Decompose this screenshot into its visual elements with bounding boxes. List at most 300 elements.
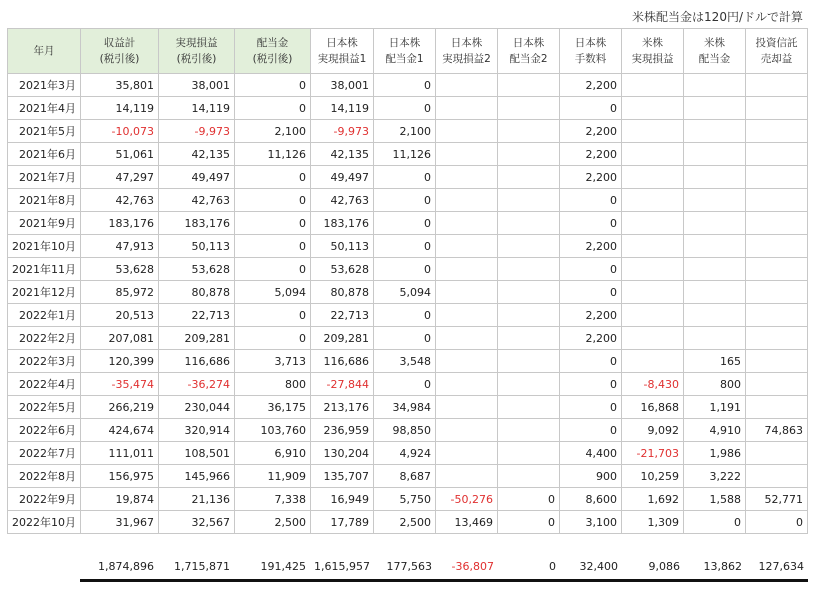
value-cell: 6,910 [235,442,311,465]
value-cell: 0 [560,373,622,396]
value-cell: 800 [684,373,746,396]
value-cell: 3,100 [560,511,622,534]
value-cell: 266,219 [81,396,159,419]
value-cell [622,235,684,258]
value-cell [684,258,746,281]
column-header-line1: 米株 [704,37,725,49]
value-cell: 183,176 [159,212,235,235]
value-cell [436,350,498,373]
value-cell: 11,126 [374,143,436,166]
month-cell: 2022年10月 [8,511,81,534]
value-cell: 42,763 [81,189,159,212]
value-cell [436,258,498,281]
column-header [8,29,81,74]
value-cell [684,143,746,166]
value-cell: 0 [374,189,436,212]
column-header [436,29,498,74]
total-cell: 32,400 [579,559,618,573]
column-header-line2: 手数料 [574,53,607,65]
value-cell: 14,119 [311,97,374,120]
value-cell: 8,600 [560,488,622,511]
month-cell: 2021年11月 [8,258,81,281]
value-cell [622,74,684,97]
value-cell [436,396,498,419]
table-row [8,511,808,534]
total-cell: -36,807 [451,559,494,573]
value-cell: -10,073 [81,120,159,143]
value-cell: 207,081 [81,327,159,350]
value-cell [746,327,808,350]
value-cell [684,189,746,212]
column-header-line1: 収益計 [103,37,136,49]
month-cell: 2021年8月 [8,189,81,212]
value-cell: 0 [560,419,622,442]
month-cell: 2021年7月 [8,166,81,189]
value-cell: 14,119 [159,97,235,120]
value-cell: 0 [560,396,622,419]
value-cell [436,235,498,258]
value-cell [498,465,560,488]
table-row [8,189,808,212]
value-cell: 0 [235,258,311,281]
value-cell [498,442,560,465]
value-cell: 16,949 [311,488,374,511]
table-row [8,488,808,511]
value-cell: 38,001 [311,74,374,97]
value-cell [498,235,560,258]
value-cell [746,465,808,488]
column-header-line1: 日本株 [450,37,483,49]
value-cell: -36,274 [159,373,235,396]
value-cell [684,212,746,235]
value-cell [436,120,498,143]
value-cell: 11,126 [235,143,311,166]
value-cell [436,166,498,189]
month-cell: 2021年3月 [8,74,81,97]
value-cell: -9,973 [311,120,374,143]
value-cell [622,97,684,120]
table-row [8,281,808,304]
month-cell: 2022年3月 [8,350,81,373]
table-row [8,396,808,419]
value-cell: 0 [684,511,746,534]
value-cell: 108,501 [159,442,235,465]
value-cell [498,281,560,304]
value-cell: 13,469 [436,511,498,534]
column-header-line2: 配当金2 [509,53,548,65]
value-cell [684,235,746,258]
table-header-row [8,29,808,74]
value-cell: 8,687 [374,465,436,488]
value-cell [436,327,498,350]
value-cell: 80,878 [311,281,374,304]
value-cell: 49,497 [159,166,235,189]
value-cell [746,235,808,258]
value-cell [746,166,808,189]
month-cell: 2022年1月 [8,304,81,327]
value-cell: 3,548 [374,350,436,373]
value-cell: 209,281 [159,327,235,350]
value-cell [498,304,560,327]
totals-underline [80,579,808,582]
value-cell: 0 [560,258,622,281]
month-cell: 2021年9月 [8,212,81,235]
value-cell [746,350,808,373]
value-cell: 5,094 [374,281,436,304]
table-row [8,350,808,373]
value-cell [436,143,498,166]
value-cell [684,327,746,350]
value-cell: 53,628 [81,258,159,281]
value-cell: 35,801 [81,74,159,97]
value-cell: 0 [235,235,311,258]
value-cell: 9,092 [622,419,684,442]
totals-table [7,556,808,576]
value-cell: 135,707 [311,465,374,488]
value-cell: 22,713 [311,304,374,327]
column-header-line2: 配当金1 [385,53,424,65]
value-cell: -35,474 [81,373,159,396]
value-cell: 53,628 [159,258,235,281]
value-cell [622,120,684,143]
value-cell: 130,204 [311,442,374,465]
value-cell: 22,713 [159,304,235,327]
value-cell: 103,760 [235,419,311,442]
month-cell: 2022年5月 [8,396,81,419]
value-cell [436,189,498,212]
total-cell: 1,874,896 [98,559,154,573]
value-cell [436,304,498,327]
value-cell [436,212,498,235]
value-cell: 145,966 [159,465,235,488]
value-cell: 0 [235,189,311,212]
value-cell: 0 [374,373,436,396]
value-cell: 51,061 [81,143,159,166]
column-header [311,29,374,74]
value-cell: 236,959 [311,419,374,442]
value-cell: 0 [235,212,311,235]
value-cell: 31,967 [81,511,159,534]
value-cell: 2,200 [560,327,622,350]
value-cell: 98,850 [374,419,436,442]
value-cell: 42,135 [159,143,235,166]
value-cell: 156,975 [81,465,159,488]
value-cell: 14,119 [81,97,159,120]
value-cell: 1,588 [684,488,746,511]
value-cell [746,212,808,235]
value-cell [498,258,560,281]
table-row [8,442,808,465]
column-header-line1: 日本株 [512,37,545,49]
value-cell: 2,200 [560,120,622,143]
value-cell [498,97,560,120]
total-cell: 9,086 [648,559,680,573]
value-cell [746,189,808,212]
value-cell [746,396,808,419]
value-cell: 4,924 [374,442,436,465]
value-cell [436,442,498,465]
value-cell [498,396,560,419]
value-cell: 4,910 [684,419,746,442]
month-cell: 2021年4月 [8,97,81,120]
value-cell: 209,281 [311,327,374,350]
table-row [8,465,808,488]
value-cell: 36,175 [235,396,311,419]
value-cell: 1,986 [684,442,746,465]
value-cell [622,304,684,327]
value-cell: 52,771 [746,488,808,511]
table-row [8,235,808,258]
value-cell: -8,430 [622,373,684,396]
earnings-table [7,28,808,534]
column-header [159,29,235,74]
column-header-line2: (税引後) [99,53,140,65]
value-cell [684,304,746,327]
column-header-line1: 日本株 [574,37,607,49]
value-cell [746,258,808,281]
value-cell: -21,703 [622,442,684,465]
value-cell [498,327,560,350]
value-cell: 47,913 [81,235,159,258]
value-cell [498,373,560,396]
value-cell [622,281,684,304]
value-cell: 0 [560,189,622,212]
column-header [622,29,684,74]
value-cell: 42,763 [159,189,235,212]
total-cell: 127,634 [758,559,804,573]
value-cell: 0 [374,97,436,120]
value-cell: 20,513 [81,304,159,327]
column-header-line1: 投資信託 [755,37,798,49]
value-cell: 50,113 [311,235,374,258]
value-cell: 0 [560,97,622,120]
value-cell: 0 [235,327,311,350]
value-cell: 1,692 [622,488,684,511]
table-row [8,97,808,120]
value-cell [436,419,498,442]
value-cell: 5,750 [374,488,436,511]
value-cell [498,212,560,235]
value-cell: 0 [498,511,560,534]
value-cell: 0 [374,212,436,235]
column-header-line1: 日本株 [388,37,421,49]
value-cell: 19,874 [81,488,159,511]
value-cell [436,373,498,396]
column-header [560,29,622,74]
table-row [8,258,808,281]
total-cell: 1,715,871 [174,559,230,573]
column-header-line2: 売却益 [760,53,793,65]
value-cell: 900 [560,465,622,488]
table-row [8,327,808,350]
value-cell [498,120,560,143]
value-cell: 21,136 [159,488,235,511]
table-body [8,74,808,534]
value-cell: 0 [374,235,436,258]
month-cell: 2021年12月 [8,281,81,304]
value-cell: 0 [374,74,436,97]
value-cell: 120,399 [81,350,159,373]
column-header [746,29,808,74]
value-cell [436,465,498,488]
value-cell: 5,094 [235,281,311,304]
column-header-line1: 年月 [33,45,55,57]
value-cell: 165 [684,350,746,373]
value-cell: 42,763 [311,189,374,212]
value-cell [684,120,746,143]
column-header [374,29,436,74]
total-cell: 0 [548,559,556,573]
value-cell: 0 [560,350,622,373]
value-cell: 1,309 [622,511,684,534]
value-cell: 49,497 [311,166,374,189]
value-cell: 80,878 [159,281,235,304]
value-cell: 16,868 [622,396,684,419]
value-cell: 0 [374,258,436,281]
table-row [8,166,808,189]
value-cell [622,143,684,166]
value-cell [684,74,746,97]
value-cell: 0 [374,304,436,327]
month-cell: 2022年8月 [8,465,81,488]
value-cell: 2,100 [374,120,436,143]
value-cell: 4,400 [560,442,622,465]
value-cell: -50,276 [436,488,498,511]
value-cell: 320,914 [159,419,235,442]
value-cell: 0 [374,166,436,189]
value-cell: 34,984 [374,396,436,419]
column-header [235,29,311,74]
month-cell: 2021年10月 [8,235,81,258]
value-cell: 0 [235,166,311,189]
value-cell: 116,686 [311,350,374,373]
value-cell: 50,113 [159,235,235,258]
value-cell: 3,222 [684,465,746,488]
value-cell [436,97,498,120]
column-header-line2: 実現損益2 [442,53,491,65]
value-cell: 38,001 [159,74,235,97]
value-cell: 2,100 [235,120,311,143]
value-cell [498,419,560,442]
value-cell: -9,973 [159,120,235,143]
value-cell [498,189,560,212]
month-cell: 2022年6月 [8,419,81,442]
value-cell: 230,044 [159,396,235,419]
value-cell [498,143,560,166]
value-cell [684,97,746,120]
value-cell [684,281,746,304]
value-cell: 1,191 [684,396,746,419]
month-cell: 2022年2月 [8,327,81,350]
column-header [684,29,746,74]
value-cell: 74,863 [746,419,808,442]
month-cell: 2021年5月 [8,120,81,143]
column-header-line1: 日本株 [326,37,358,49]
value-cell [622,350,684,373]
total-cell: 191,425 [260,559,306,573]
value-cell: 183,176 [311,212,374,235]
value-cell: 11,909 [235,465,311,488]
value-cell [622,212,684,235]
value-cell: 0 [560,212,622,235]
value-cell: 7,338 [235,488,311,511]
value-cell: 42,135 [311,143,374,166]
value-cell: 2,200 [560,143,622,166]
value-cell [498,166,560,189]
value-cell: 0 [235,304,311,327]
value-cell: 213,176 [311,396,374,419]
value-cell [746,97,808,120]
value-cell [622,189,684,212]
value-cell [498,350,560,373]
table-row [8,373,808,396]
table-row [8,419,808,442]
column-header-line2: (税引後) [252,53,293,65]
value-cell: 85,972 [81,281,159,304]
column-header-line2: 配当金 [698,53,731,65]
value-cell: 0 [374,327,436,350]
value-cell: 53,628 [311,258,374,281]
value-cell [746,143,808,166]
value-cell: 3,713 [235,350,311,373]
value-cell [746,120,808,143]
column-header-line2: 実現損益 [631,53,674,65]
value-cell: 2,500 [374,511,436,534]
table-row [8,304,808,327]
value-cell [622,327,684,350]
value-cell [746,281,808,304]
table-row [8,74,808,97]
month-cell: 2021年6月 [8,143,81,166]
value-cell [684,166,746,189]
table-row [8,120,808,143]
column-header [498,29,560,74]
totals-row [7,556,808,576]
table-row [8,212,808,235]
column-header-line2: 実現損益1 [317,53,367,65]
month-cell: 2022年7月 [8,442,81,465]
column-header [81,29,159,74]
total-cell [7,556,80,576]
column-header-line1: 実現損益 [175,37,218,49]
value-cell: 32,567 [159,511,235,534]
value-cell: 800 [235,373,311,396]
total-cell: 13,862 [703,559,742,573]
value-cell: 0 [235,74,311,97]
value-cell [498,74,560,97]
total-cell: 177,563 [386,559,432,573]
value-cell: 10,259 [622,465,684,488]
exchange-rate-note: 米株配当金は120円/ドルで計算 [632,10,803,24]
table-row [8,143,808,166]
value-cell [746,442,808,465]
value-cell [622,166,684,189]
month-cell: 2022年4月 [8,373,81,396]
month-cell: 2022年9月 [8,488,81,511]
value-cell: 2,200 [560,166,622,189]
value-cell [436,74,498,97]
value-cell: 2,200 [560,235,622,258]
value-cell: 47,297 [81,166,159,189]
value-cell: 0 [560,281,622,304]
value-cell: 116,686 [159,350,235,373]
value-cell [746,74,808,97]
value-cell: 424,674 [81,419,159,442]
column-header-line1: 米株 [642,37,663,49]
value-cell: 0 [746,511,808,534]
value-cell: 2,200 [560,74,622,97]
value-cell [746,373,808,396]
